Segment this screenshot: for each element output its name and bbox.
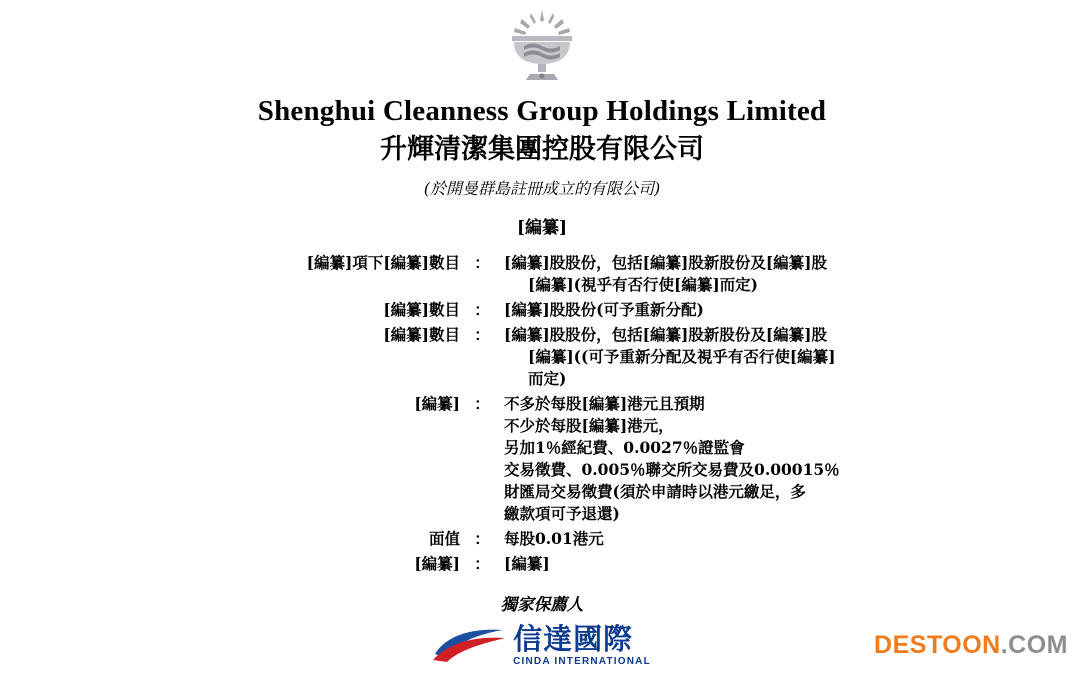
cinda-swoosh-logo-icon (433, 628, 505, 664)
table-row (140, 299, 944, 321)
term-value-line: [編纂](視乎有否行使[編纂]而定) (528, 274, 759, 294)
company-name-chinese: 升輝清潔集團控股有限公司 (380, 133, 704, 165)
term-colon: ： (474, 299, 490, 319)
term-value-line: 不少於每股[編纂]港元， (504, 415, 674, 435)
crest-logo-container (0, 6, 1084, 90)
table-row (140, 324, 944, 390)
sponsor-name-chinese: 信達國際 (513, 621, 634, 656)
term-value-line: [編纂]股股份(可予重新分配) (504, 299, 704, 319)
term-value-line: 財匯局交易徵費(須於申請時以港元繳足，多 (504, 481, 806, 501)
table-row (140, 393, 944, 525)
term-value-line: [編纂]股股份，包括[編纂]股新股份及[編纂]股 (504, 252, 828, 272)
watermark-tld: .COM (1000, 631, 1068, 659)
term-label: [編纂] (414, 553, 460, 573)
term-value (504, 528, 944, 550)
chinese-crest-emblem-icon (500, 6, 584, 86)
term-label: 面值 (428, 528, 460, 548)
term-colon: ： (474, 528, 490, 548)
term-value-line: 不多於每股[編纂]港元且預期 (504, 393, 705, 413)
table-row (140, 528, 944, 550)
offering-terms-table (140, 252, 944, 575)
term-value (504, 252, 944, 296)
section-heading: [編纂] (516, 217, 568, 238)
term-colon: ： (474, 553, 490, 573)
term-label: [編纂]數目 (383, 299, 460, 319)
watermark (874, 631, 1068, 660)
term-colon: ： (474, 252, 490, 272)
term-label: [編纂]數目 (383, 324, 460, 344)
incorporation-note: (於開曼群島註冊成立的有限公司) (423, 178, 661, 198)
sponsor-heading: 獨家保薦人 (500, 594, 584, 614)
term-value-line: 繳款項可予退還) (504, 503, 620, 523)
term-colon: ： (474, 324, 490, 344)
term-value-line: 交易徵費、0.005％聯交所交易費及0.00015％ (504, 459, 840, 479)
term-value-line: 而定) (528, 368, 567, 388)
term-value (504, 393, 944, 525)
term-label: [編纂]項下[編纂]數目 (306, 252, 460, 272)
term-value (504, 553, 944, 575)
sponsor-name-block (513, 621, 651, 667)
term-value-line: [編纂]((可予重新分配及視乎有否行使[編纂] (528, 346, 836, 366)
company-name-english: Shenghui Cleanness Group Holdings Limited (257, 95, 827, 127)
term-value (504, 324, 944, 390)
term-value-line: 另加1％經紀費、0.0027％證監會 (504, 437, 745, 457)
sponsor-name-english: CINDA INTERNATIONAL (513, 655, 651, 667)
term-value-line: 每股0.01港元 (504, 528, 604, 548)
term-label: [編纂] (414, 393, 460, 413)
term-colon: ： (474, 393, 490, 413)
watermark-brand: DESTOON (874, 631, 1001, 659)
term-value-line: [編纂]股股份，包括[編纂]股新股份及[編纂]股 (504, 324, 828, 344)
term-value (504, 299, 944, 321)
table-row (140, 553, 944, 575)
table-row (140, 252, 944, 296)
term-value-line: [編纂] (504, 553, 550, 573)
